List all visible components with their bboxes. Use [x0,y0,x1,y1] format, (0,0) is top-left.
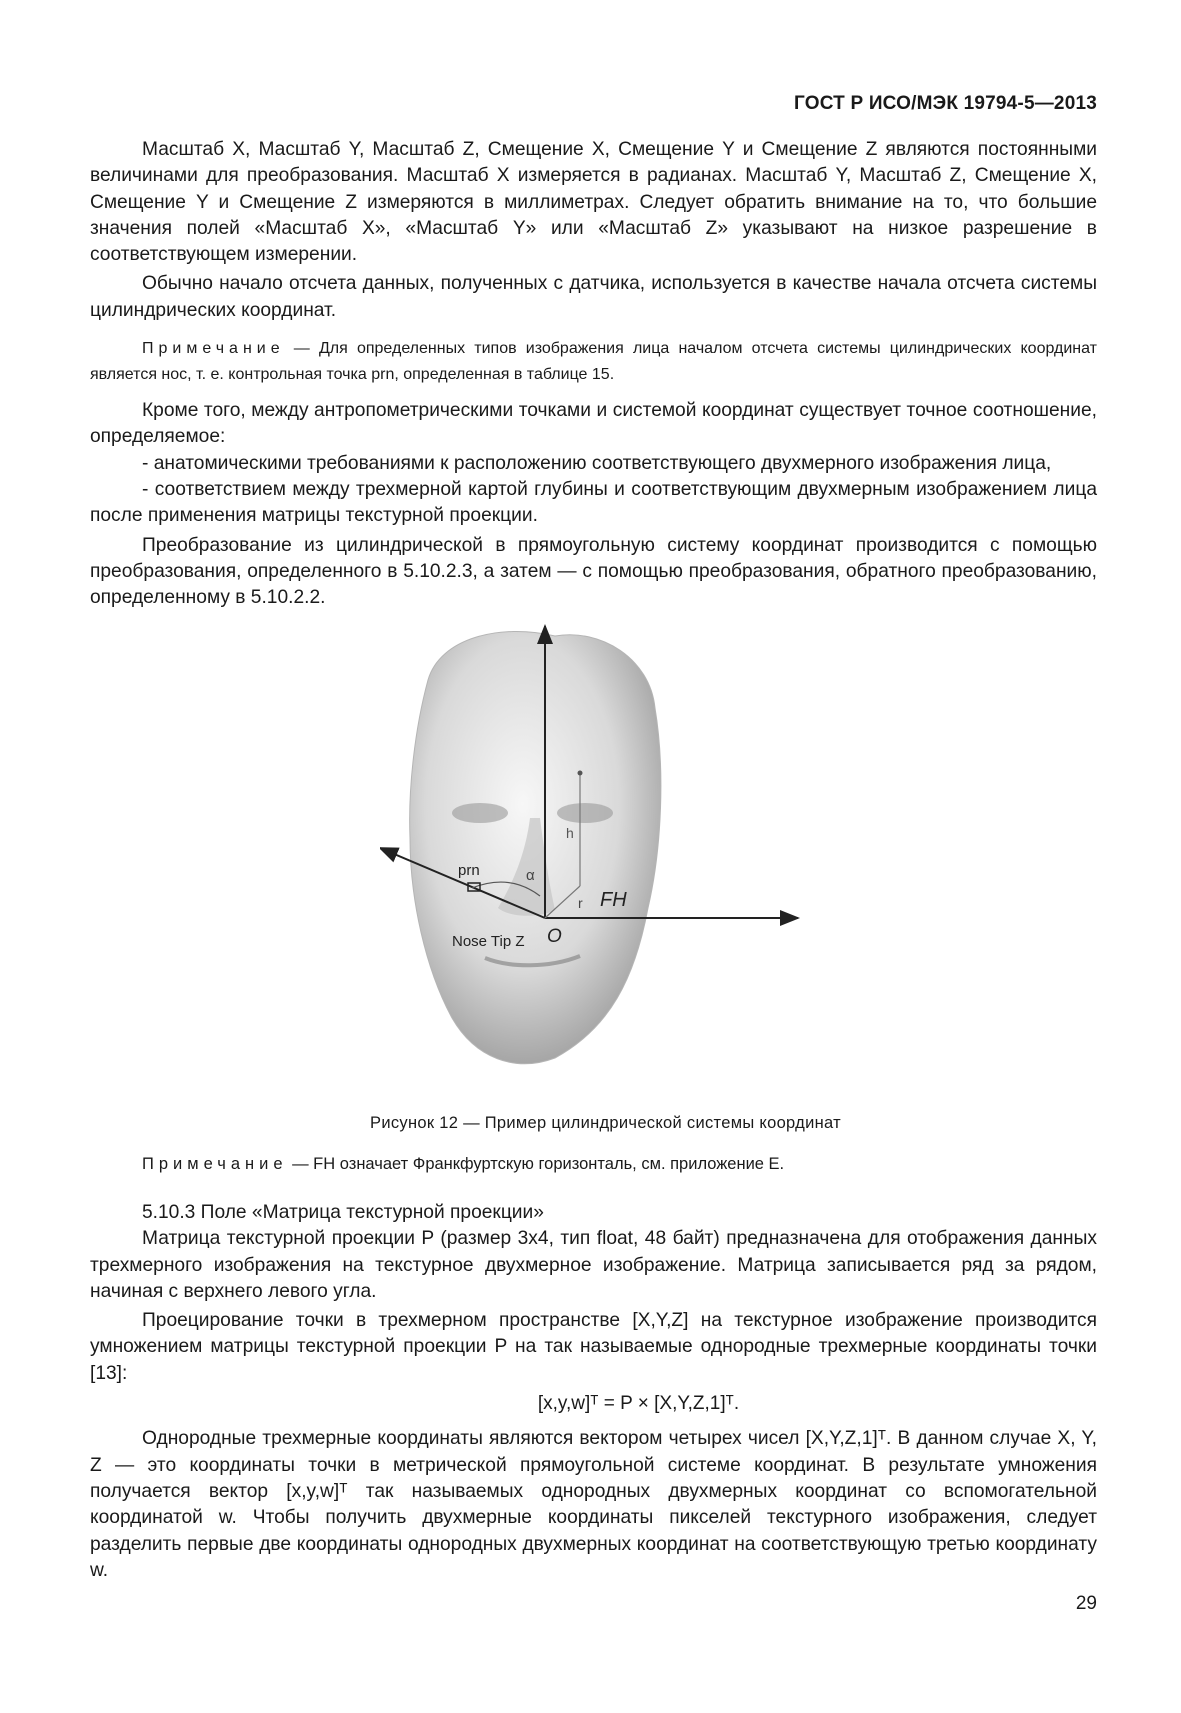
note-nose [90,336,1097,388]
text-block-lower [90,1200,1097,1584]
figure-note-label: Примечание [142,1155,288,1173]
label-alpha: α [526,867,535,884]
note-text: — Для определенных типов изображения лица началом отсчета системы цилиндрических координат является нос, т. е. контрольная точка prn, определенная в таблице 15. [90,340,1097,384]
label-nose-tip: Nose Tip Z [452,933,525,950]
h-point [578,771,583,776]
figure-note [142,1155,784,1174]
section-title: 5.10.3 Поле «Матрица текстурной проекции» [142,1202,544,1223]
paragraph-matrix: Матрица текстурной проекции P (размер 3x4, тип float, 48 байт) предназначена для отображения данных трехмерного изображения на текстурное двухмерное изображение. Матрица записывается ряд за рядом, начиная с верхнего левого угла. [90,1228,1097,1302]
left-eye-shape [452,803,508,823]
paragraph-transform: Преобразование из цилиндрической в прямоугольную систему координат производится с помощью преобразования, определенного в 5.10.2.3, а затем — с помощью преобразования, обратного преобразованию, определенному в 5.10.2.2. [90,534,1097,609]
document-header: ГОСТ Р ИСО/МЭК 19794-5—2013 [794,93,1097,114]
face-diagram [380,618,800,1098]
figure-note-text: — FH означает Франкфуртскую горизонталь, см. приложение E. [287,1155,785,1173]
figure-cylindrical-coordinates [380,618,800,1098]
figure-caption: Рисунок 12 — Пример цилиндрической системы координат [370,1114,841,1132]
right-eye-shape [557,803,613,823]
paragraph-homogeneous: Однородные трехмерные координаты являются вектором четырех чисел [X,Y,Z,1]ᵀ. В данном случае X, Y, Z — это координаты точки в метрической прямоугольной системе координат. В результате умножения получается вектор [x,y,w]ᵀ так называемых однородных двухмерных координат со вспомогательной координатой w. Чтобы получить двухмерные координаты пикселей текстурного изображения, следует разделить первые две координаты однородных двухмерных координат на соответствующую третью координату w. [90,1428,1097,1581]
note-label: Примечание [142,340,285,358]
formula: [x,y,w]ᵀ = P × [X,Y,Z,1]ᵀ. [537,1393,740,1415]
paragraph-relation: Кроме того, между антропометрическими точками и системой координат существует точное соотношение, определяемое: [90,400,1097,448]
label-fh: FH [600,889,627,911]
paragraph-origin: Обычно начало отсчета данных, полученных с датчика, используется в качестве начала отсчета системы цилиндрических координат. [90,273,1097,321]
page-number: 29 [1075,1593,1097,1614]
label-origin: O [547,926,562,947]
label-h: h [566,825,574,841]
paragraph-scales: Масштаб X, Масштаб Y, Масштаб Z, Смещение X, Смещение Y и Смещение Z являются постоянными величинами для преобразования. Масштаб X измеряется в радианах. Масштаб Y, Масштаб Z, Смещение X, Смещение Y и Смещение Z измеряются в миллиметрах. Следует обратить внимание на то, что большие значения полей «Масштаб X», «Масштаб Y» или «Масштаб Z» указывают на низкое разрешение в соответствующем измерении. [90,139,1097,266]
label-r: r [578,895,583,911]
list-item-anatomical: - анатомическими требованиями к расположению соответствующего двухмерного изображения лица, [142,452,1052,474]
label-prn: prn [458,862,480,879]
paragraph-projection: Проецирование точки в трехмерном пространстве [X,Y,Z] на текстурное изображение производится умножением матрицы текстурной проекции P на так называемые однородные трехмерные координаты точки [13]: [90,1310,1097,1384]
text-block-upper [90,137,1097,611]
list-item-correspondence: - соответствием между трехмерной картой глубины и соответствующим двухмерным изображением лица после применения матрицы текстурной проекции. [90,478,1097,527]
